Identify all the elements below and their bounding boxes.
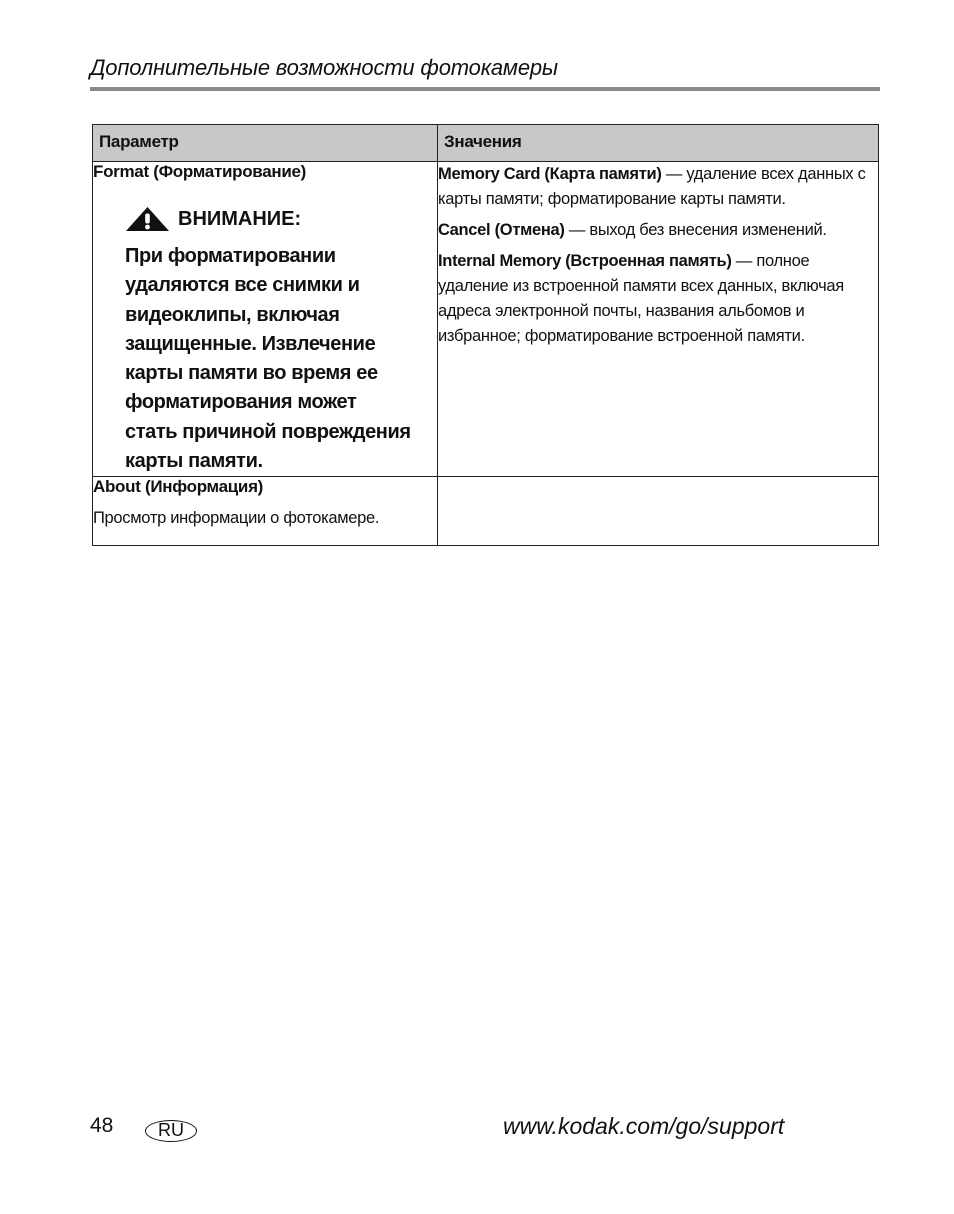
value-desc: — полное удаление из встроенной памяти всех данных, включая адреса электронной почты, названия альбомов и избранное; форматирование встроенной памяти. xyxy=(438,252,844,345)
value-term: Internal Memory (Встроенная память) xyxy=(438,252,732,270)
page-header-title: Дополнительные возможности фотокамеры xyxy=(90,55,558,80)
value-term: Memory Card (Карта памяти) xyxy=(438,165,662,183)
param-cell-about xyxy=(93,477,438,546)
warning-heading xyxy=(125,206,437,232)
settings-table xyxy=(92,124,879,546)
warning-heading-text: ВНИМАНИЕ: xyxy=(178,207,302,230)
footer-url: www.kodak.com/go/support xyxy=(503,1113,785,1139)
table-row xyxy=(93,477,879,546)
param-name-format: Format (Форматирование) xyxy=(93,162,307,181)
value-item-cancel xyxy=(438,218,878,243)
table-row xyxy=(93,162,879,477)
param-name-about: About (Информация) xyxy=(93,477,264,497)
value-term: Cancel (Отмена) xyxy=(438,221,565,239)
language-badge: RU xyxy=(145,1120,197,1142)
value-desc: — удаление всех данных с карты памяти; форматирование карты памяти. xyxy=(438,165,866,208)
value-desc: — выход без внесения изменений. xyxy=(564,221,827,239)
value-item-memory-card xyxy=(438,162,878,212)
page-number: 48 xyxy=(90,1114,114,1137)
column-header-parameter: Параметр xyxy=(93,125,438,162)
warning-text: При форматировании удаляются все снимки и видеоклипы, включая защищенные. Извлечение карты памяти во время ее форматирования может стать причиной повреждения карты памяти. xyxy=(125,245,411,473)
warning-triangle-icon xyxy=(125,206,170,232)
param-description-about: Просмотр информации о фотокамере. xyxy=(93,509,380,528)
values-cell-format xyxy=(438,162,879,477)
header-rule xyxy=(90,87,880,91)
warning-block xyxy=(125,206,437,476)
value-item-internal-memory xyxy=(438,249,878,349)
param-cell-format xyxy=(93,162,438,477)
column-header-values: Значения xyxy=(438,125,879,162)
values-cell-about xyxy=(438,477,879,546)
table-header-row xyxy=(93,125,879,162)
